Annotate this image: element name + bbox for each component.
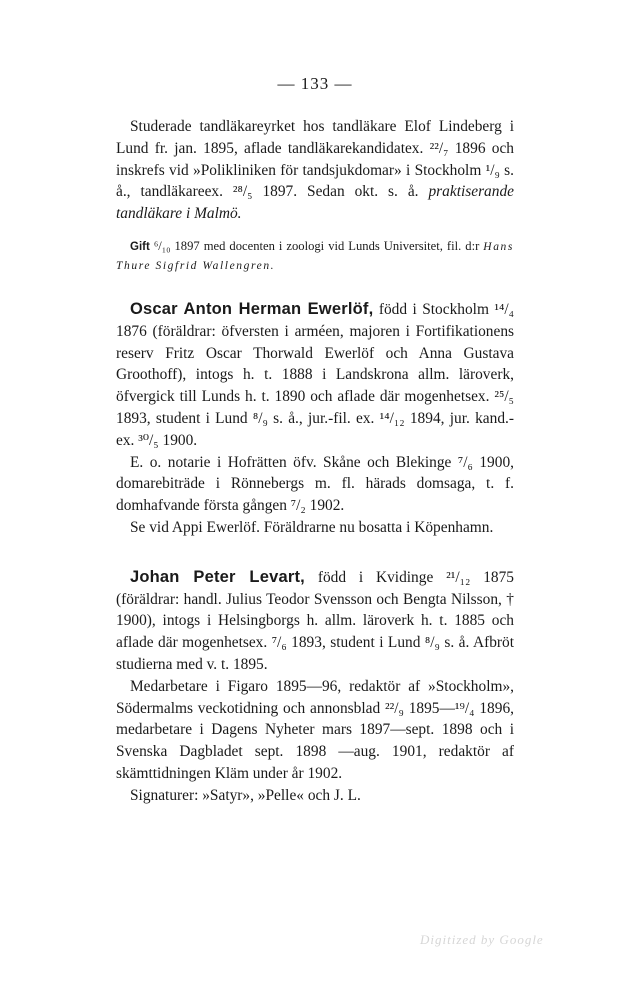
education-paragraph	[116, 116, 514, 225]
entry-ewerlof	[116, 299, 514, 539]
biography-text: född i Stockholm ¹⁴/₄ 1876 (föräldrar: öfversten i arméen, majoren i Fortifikationens reserv Fritz Oscar Thorwald Ewerlöf och Anna Gustava Groothoff), intogs h. t. 1888 i Landskrona allm. läroverk, öfvergick till Lunds h. t. 1890 och aflade där mogenhetsex. ²⁵/₅ 1893, student i Lund ⁸/₉ s. å., jur.-fil. ex. ¹⁴/₁₂ 1894, jur. kand.-ex. ³⁰/₅ 1900.	[116, 300, 514, 449]
career-paragraph: Medarbetare i Figaro 1895—96, redaktör af »Stockholm», Södermalms veckotidning och annonsblad ²²/₉ 1895—¹⁹/₄ 1896, medarbetare i Dagens Nyheter mars 1897—sept. 1898 och i Svenska Dagbladet sept. 1898 —aug. 1901, redaktör af skämttidningen Kläm under år 1902.	[116, 677, 514, 782]
spouse-name: Hans Thure Sigfrid Wallengren.	[116, 240, 514, 272]
gift-text: ⁶/₁₀ 1897 med docenten i zoologi vid Lunds Universitet, fil. d:r	[153, 238, 480, 253]
book-page	[116, 74, 514, 807]
page-number: — 133 —	[277, 74, 353, 93]
marriage-note	[116, 237, 514, 275]
biography-paragraph	[116, 567, 514, 676]
person-name: Johan Peter Levart,	[130, 567, 305, 586]
note-paragraph: Se vid Appi Ewerlöf. Föräldrarne nu bosatta i Köpenhamn.	[130, 518, 494, 536]
career-paragraph: E. o. notarie i Hofrätten öfv. Skåne och Blekinge ⁷/₆ 1900, domarebiträde i Rönnebergs m. fl. härads domsaga, t. f. domhafvande första gången ⁷/₂ 1902.	[116, 453, 514, 515]
spacer	[116, 539, 514, 567]
person-name: Oscar Anton Herman Ewerlöf,	[130, 299, 374, 318]
scan-watermark: Digitized by Google	[420, 932, 544, 947]
spacer	[116, 275, 514, 299]
biography-paragraph	[116, 299, 514, 452]
entry-levart	[116, 567, 514, 807]
gift-label: Gift	[130, 240, 150, 253]
signatures-paragraph: Signaturer: »Satyr», »Pelle« och J. L.	[130, 786, 361, 804]
profession-italic: praktiserande tandläkare i Malmö.	[116, 183, 514, 223]
biography-text: född i Kvidinge ²¹/₁₂ 1875 (föräldrar: handl. Julius Teodor Svensson och Bengta Nilsson, † 1900), intogs i Helsingborgs h. allm. läroverk h. t. 1885 och aflade där mogenhetsex. ⁷/₆ 1893, student i Lund ⁸/₉ s. å. Afbröt studierna med v. t. 1895.	[116, 568, 514, 673]
education-text: Studerade tandläkareyrket hos tandläkare Elof Lindeberg i Lund fr. jan. 1895, aflade tandläkarekandidatex. ²²/₇ 1896 och inskrefs vid »Polikliniken för tandsjukdomar» i Stockholm ¹/₉ s. å., tandläkareex. ²⁸/₅ 1897. Sedan okt. s. å.	[116, 118, 514, 201]
entry-wallengren-continuation	[116, 116, 514, 275]
